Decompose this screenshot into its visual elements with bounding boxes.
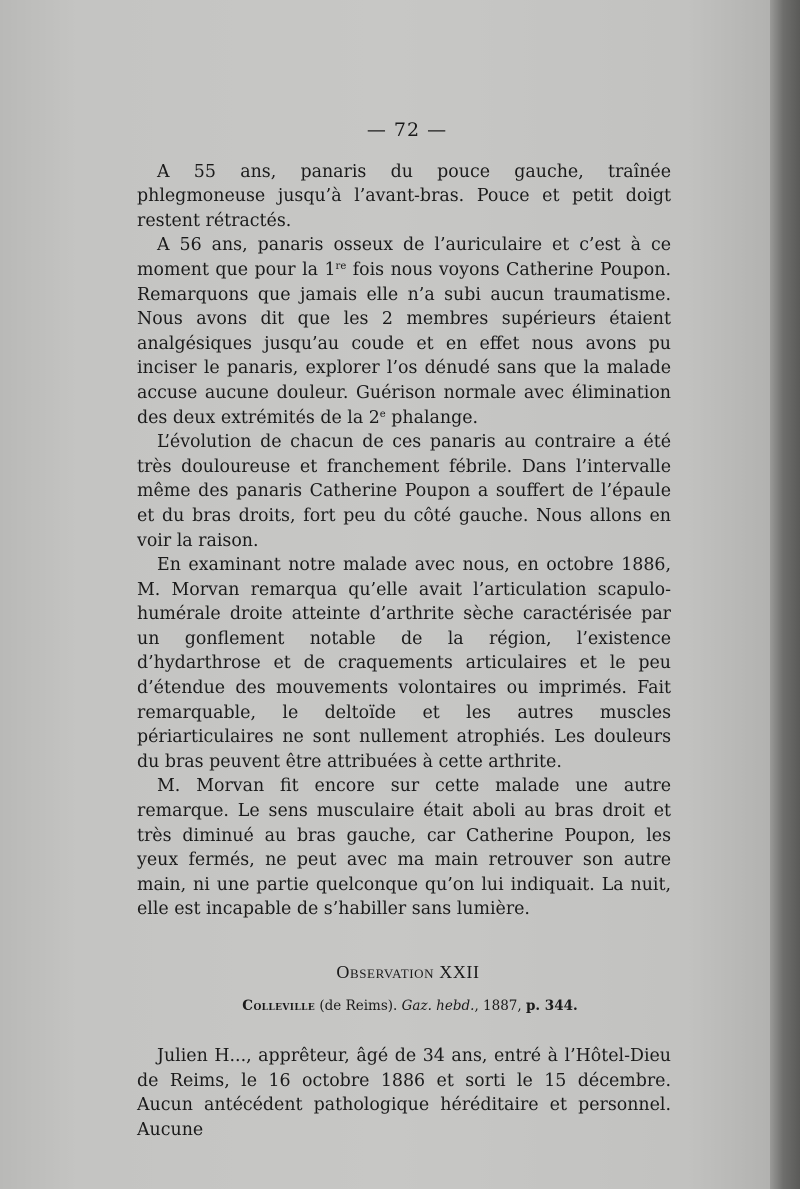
page-number: — 72 — — [366, 119, 448, 141]
reference-journal: Gaz. hebd. — [401, 997, 475, 1014]
ordinal-superscript: re — [335, 260, 347, 272]
reference-page: p. 344. — [525, 997, 578, 1014]
paragraph-6: Julien H..., apprêteur, âgé de 34 ans, entré à l’Hôtel-Dieu de Reims, le 16 octobre 1886 et sorti le 15 décembre. Aucun antécédent pathologique héréditaire et personnel. Aucune — [137, 1046, 671, 1140]
paragraph-4: En examinant notre malade avec nous, en octobre 1886, M. Morvan remarqua qu’elle avait l’articulation scapulo-humérale droite atteinte d’arthrite sèche caractérisée par un gonflement notable de la région, l’existence d’hydarthrose et de craquements articulaires et le peu d’étendue des mouvements volontaires ou imprimés. Fait remarquable, le deltoïde et les autres muscles périarticulaires ne sont nullement atrophiés. Les douleurs du bras peuvent être attribuées à cette arthrite. — [137, 555, 671, 772]
paragraph-3: L’évolution de chacun de ces panaris au contraire a été très douloureuse et franchement fébrile. Dans l’intervalle même des panaris Catherine Poupon a souffert de l’épaule et du bras droits, fort peu du côté gauche. Nous allons en voir la raison. — [137, 432, 671, 551]
paragraph-2-start: A 56 ans, panaris osseux de l’auriculaire et c’est à ce moment que pour la — [137, 235, 671, 280]
ordinal-superscript-2: e — [379, 408, 386, 420]
paragraph-2 — [137, 233, 671, 430]
reference-author: Colleville — [242, 997, 316, 1014]
paragraph-5: M. Morvan fit encore sur cette malade une autre remarque. Le sens musculaire était aboli au bras droit et très diminué au bras gauche, car Catherine Poupon, les yeux fermés, ne peut avec ma main retrouver son autre main, ni une partie quelconque qu’on lui indiquait. La nuit, elle est incapable de s’habiller sans lumière. — [137, 776, 671, 920]
observation-reference — [149, 994, 671, 1019]
observation-title: Observation XXII — [336, 962, 480, 982]
reference-place: (de Reims). — [315, 997, 402, 1014]
reference-year: , 1887, — [474, 997, 526, 1014]
paragraph-1: A 55 ans, panaris du pouce gauche, traînée phlegmoneuse jusqu’à l’avant-bras. Pouce et petit doigt restent rétractés. — [137, 161, 671, 231]
page-text-block — [137, 118, 671, 1143]
paragraph-2-middle: fois nous voyons Catherine Poupon. Remarquons que jamais elle n’a subi aucun traumatisme. Nous avons dit que les 2 membres supérieurs étaient analgésiques jusqu’au coude et en effet nous avons pu inciser le panaris, explorer l’os dénudé sans que la malade accuse aucune douleur. Guérison normale avec élimination des deux extrémités de la 2 — [137, 259, 671, 428]
ordinal-number: 1 — [324, 259, 336, 280]
page-edge-shadow — [770, 0, 800, 1189]
paragraph-2-end: phalange. — [385, 407, 479, 428]
